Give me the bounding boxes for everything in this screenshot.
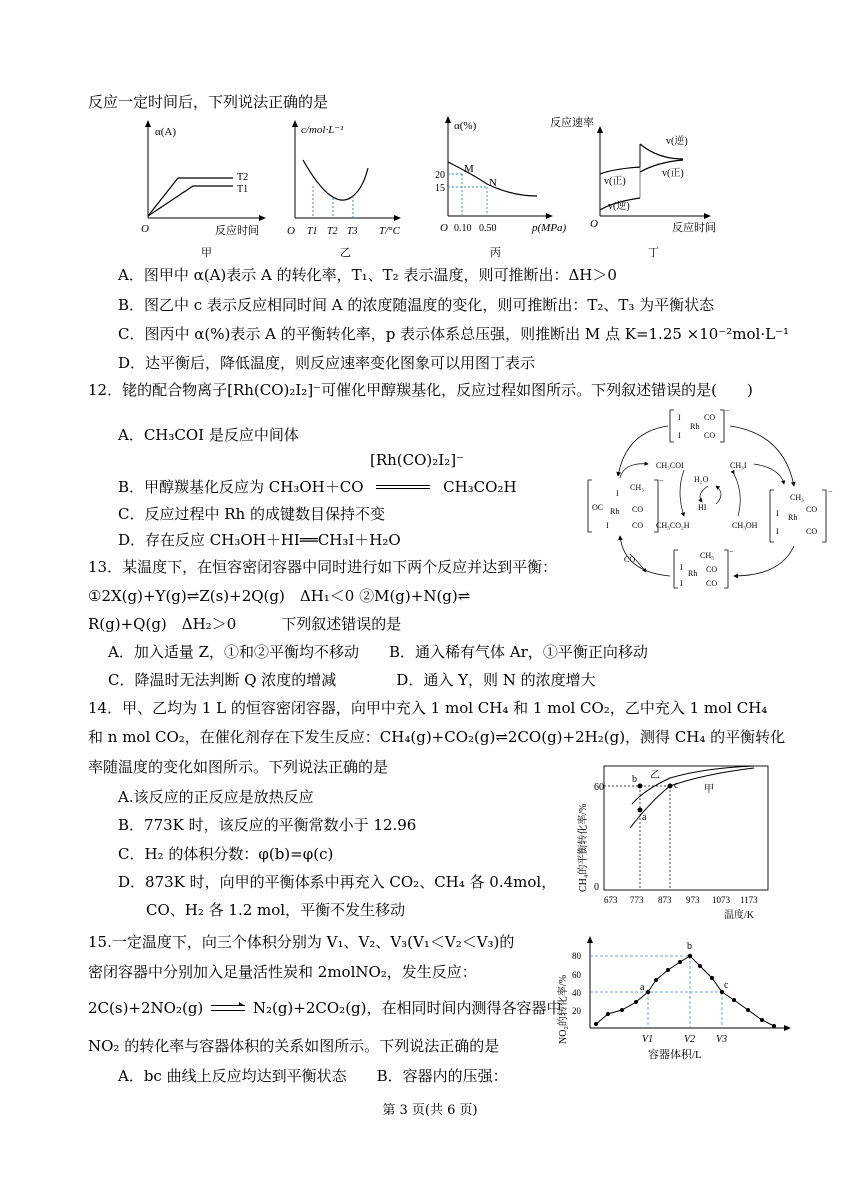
q14-option-d-2: CO、H₂ 各 1.2 mol，平衡不发生移动 xyxy=(146,901,406,919)
svg-text:80: 80 xyxy=(572,951,581,961)
svg-text:−: − xyxy=(659,476,664,485)
svg-text:b: b xyxy=(632,774,637,785)
q15-stem-3: 2C(s)+2NO₂(g) N₂(g)+2CO₂(g)，在相同时间内测得各容器中 xyxy=(88,999,562,1017)
svg-text:I: I xyxy=(678,431,681,440)
svg-text:15: 15 xyxy=(435,183,445,194)
svg-text:T1: T1 xyxy=(307,226,318,237)
q13-options-cd: C．降温时无法判断 Q 浓度的增减 D．通入 Y，则 N 的浓度增大 xyxy=(108,671,596,689)
svg-text:−: − xyxy=(725,406,730,415)
svg-text:40: 40 xyxy=(572,988,581,998)
svg-text:T1: T1 xyxy=(237,184,249,195)
svg-text:−: − xyxy=(729,547,734,556)
svg-text:CO: CO xyxy=(806,527,818,536)
svg-text:T2: T2 xyxy=(327,226,338,237)
q13-options-ab: A．加入适量 Z，①和②平衡均不移动 B．通入稀有气体 Ar，①平衡正向移动 xyxy=(108,643,648,661)
svg-text:0.10: 0.10 xyxy=(454,223,472,234)
svg-text:v(逆): v(逆) xyxy=(666,136,688,147)
svg-text:−: − xyxy=(828,487,833,496)
q12-option-a: A．CH₃COI 是反应中间体 xyxy=(118,426,299,444)
svg-text:N: N xyxy=(489,177,497,189)
svg-text:CO: CO xyxy=(624,555,636,564)
catalytic-cycle-diagram xyxy=(584,404,850,594)
svg-text:CO: CO xyxy=(632,521,644,530)
svg-text:O: O xyxy=(287,225,295,237)
q12-stem: 12．铑的配合物离子[Rh(CO)₂I₂]⁻可催化甲醇羰基化，反应过程如图所示。下列叙述错误的是( ) xyxy=(88,381,753,399)
svg-text:V2: V2 xyxy=(684,1034,696,1045)
q12-option-c: C．反应过程中 Rh 的成键数目保持不变 xyxy=(118,505,385,523)
svg-text:T/°C: T/°C xyxy=(379,225,400,237)
svg-text:I: I xyxy=(616,489,619,498)
svg-text:Rh: Rh xyxy=(788,513,798,522)
q14-option-c: C．H₂ 的体积分数：φ(b)=φ(c) xyxy=(118,845,334,863)
svg-text:v(正): v(正) xyxy=(662,168,684,179)
q15-options-ab: A．bc 曲线上反应均达到平衡状态 B．容器内的压强： xyxy=(118,1067,508,1085)
q14-option-a: A.该反应的正反应是放热反应 xyxy=(118,788,314,806)
svg-text:容器体积/L: 容器体积/L xyxy=(648,1049,702,1061)
svg-text:CH₃COI: CH₃COI xyxy=(656,461,684,470)
svg-text:c: c xyxy=(724,980,729,991)
svg-text:CO: CO xyxy=(704,431,716,440)
ch4-conversion-chart xyxy=(574,762,774,924)
svg-text:a: a xyxy=(640,982,645,993)
svg-text:乙: 乙 xyxy=(650,770,660,781)
svg-text:I: I xyxy=(776,527,779,536)
svg-text:c/mol·L⁻¹: c/mol·L⁻¹ xyxy=(301,124,344,136)
q13-stem: 13．某温度下，在恒容密闭容器中同时进行如下两个反应并达到平衡： xyxy=(88,558,558,576)
q13-reaction-2: R(g)+Q(g) ΔH₂＞0 下列叙述错误的是 xyxy=(88,615,402,633)
svg-text:丁: 丁 xyxy=(648,247,659,259)
q15-stem-4: NO₂ 的转化率与容器体积的关系如图所示。下列说法正确的是 xyxy=(88,1037,500,1055)
svg-text:H₂O: H₂O xyxy=(694,475,709,484)
svg-text:Rh: Rh xyxy=(690,422,700,431)
svg-text:α(A): α(A) xyxy=(155,126,177,138)
svg-text:c: c xyxy=(674,780,679,791)
svg-text:O: O xyxy=(440,222,448,234)
q11-option-b: B．图乙中 c 表示反应相同时间 A 的浓度随温度的变化，则可推断出：T₂、T₃ 为平衡状态 xyxy=(118,296,715,314)
svg-text:I: I xyxy=(678,413,681,422)
svg-text:I: I xyxy=(776,509,779,518)
q14-stem-3: 率随温度的变化如图所示。下列说法正确的是 xyxy=(88,758,389,776)
svg-text:甲: 甲 xyxy=(704,784,714,795)
figure-yi xyxy=(283,118,408,260)
svg-text:p(MPa): p(MPa) xyxy=(532,222,567,234)
svg-text:773: 773 xyxy=(630,895,644,905)
svg-text:CH₃OH: CH₃OH xyxy=(732,521,758,530)
svg-text:V1: V1 xyxy=(642,1034,654,1045)
svg-text:673: 673 xyxy=(604,895,618,905)
svg-text:T3: T3 xyxy=(347,226,358,237)
no2-conversion-chart xyxy=(552,934,792,1066)
svg-text:CH₃: CH₃ xyxy=(630,483,644,492)
svg-text:CO: CO xyxy=(706,565,718,574)
svg-text:CO: CO xyxy=(706,579,718,588)
svg-text:I: I xyxy=(680,563,683,572)
q15-stem-1: 15.一定温度下，向三个体积分别为 V₁、V₂、V₃(V₁＜V₂＜V₃)的 xyxy=(88,933,515,951)
intro-text: 反应一定时间后，下列说法正确的是 xyxy=(88,93,329,111)
svg-text:V3: V3 xyxy=(716,1034,728,1045)
q14-option-b: B．773K 时，该反应的平衡常数小于 12.96 xyxy=(118,816,417,834)
svg-text:0.50: 0.50 xyxy=(479,223,497,234)
svg-text:O: O xyxy=(590,218,598,230)
q14-stem-1: 14．甲、乙均为 1 L 的恒容密闭容器，向甲中充入 1 mol CH₄ 和 1 mol CO₂，乙中充入 1 mol CH₄ xyxy=(88,699,768,717)
q12-option-d: D．存在反应 CH₃OH＋HI══CH₃I＋H₂O xyxy=(118,531,401,549)
svg-text:Rh: Rh xyxy=(610,507,620,516)
figure-jia xyxy=(133,118,268,260)
svg-text:反应速率: 反应速率 xyxy=(550,117,594,129)
svg-text:HI: HI xyxy=(698,503,707,512)
svg-text:I: I xyxy=(680,579,683,588)
q13-reaction-1: ①2X(g)+Y(g)⇌Z(s)+2Q(g) ΔH₁＜0 ②M(g)+N(g)⇌ xyxy=(88,587,471,605)
svg-text:CH₄的平衡转化率/%: CH₄的平衡转化率/% xyxy=(578,803,589,892)
svg-text:973: 973 xyxy=(686,895,700,905)
svg-text:丙: 丙 xyxy=(490,247,501,259)
svg-text:CO: CO xyxy=(806,505,818,514)
svg-text:O: O xyxy=(141,223,149,235)
svg-text:反应时间: 反应时间 xyxy=(672,222,716,234)
svg-text:60: 60 xyxy=(594,782,604,793)
svg-text:温度/K: 温度/K xyxy=(724,910,754,921)
svg-text:Rh: Rh xyxy=(688,569,698,578)
page-footer: 第 3 页(共 6 页) xyxy=(382,1103,478,1118)
svg-text:α(%): α(%) xyxy=(454,120,477,132)
svg-text:乙: 乙 xyxy=(340,247,351,259)
svg-text:0: 0 xyxy=(594,882,599,893)
svg-text:M: M xyxy=(464,163,474,175)
q11-option-c: C．图丙中 α(%)表示 A 的平衡转化率，p 表示体系总压强，则推断出 M 点 K=1.25 ×10⁻²mol·L⁻¹ xyxy=(118,325,789,343)
q14-stem-2: 和 n mol CO₂，在催化剂存在下发生反应：CH₄(g)+CO₂(g)⇌2CO(g)+2H₂(g)，测得 CH₄ 的平衡转化 xyxy=(88,728,786,746)
svg-text:20: 20 xyxy=(572,1006,581,1016)
svg-text:b: b xyxy=(687,941,692,952)
svg-text:1073: 1073 xyxy=(712,895,730,905)
svg-text:v(逆): v(逆) xyxy=(608,201,630,212)
q15-stem-2: 密闭容器中分别加入足量活性炭和 2molNO₂，发生反应： xyxy=(88,963,477,981)
figure-ding xyxy=(550,114,718,260)
q12-option-b: B．甲醇羰基化反应为 CH₃OH＋CO CH₃CO₂H xyxy=(118,478,517,496)
svg-text:CH₃CO₂H: CH₃CO₂H xyxy=(656,521,690,530)
q11-option-d: D．达平衡后，降低温度，则反应速率变化图象可以用图丁表示 xyxy=(118,354,536,372)
svg-text:甲: 甲 xyxy=(201,247,212,259)
figure-bing xyxy=(432,114,572,260)
svg-text:CH₃: CH₃ xyxy=(700,551,714,560)
q12-center-label: [Rh(CO)₂I₂]⁻ xyxy=(370,451,465,469)
svg-text:60: 60 xyxy=(572,970,581,980)
svg-text:v(正): v(正) xyxy=(604,176,626,187)
q11-option-a: A．图甲中 α(A)表示 A 的转化率，T₁、T₂ 表示温度，则可推断出：ΔH＞0 xyxy=(118,266,617,284)
svg-text:反应时间: 反应时间 xyxy=(215,225,259,237)
svg-text:20: 20 xyxy=(435,170,445,181)
svg-text:a: a xyxy=(642,812,647,823)
svg-text:1173: 1173 xyxy=(740,895,758,905)
svg-text:OC: OC xyxy=(592,503,604,512)
svg-text:873: 873 xyxy=(658,895,672,905)
svg-text:CH₃: CH₃ xyxy=(790,493,804,502)
svg-text:CO: CO xyxy=(704,413,716,422)
q14-option-d-1: D．873K 时，向甲的平衡体系中再充入 CO₂、CH₄ 各 0.4mol， xyxy=(118,873,557,891)
svg-text:T2: T2 xyxy=(237,172,249,183)
svg-text:CH₃I: CH₃I xyxy=(730,461,747,470)
svg-text:CO: CO xyxy=(632,505,644,514)
svg-text:NO₂的转化率/%: NO₂的转化率/% xyxy=(558,974,569,1044)
svg-text:I: I xyxy=(606,521,609,530)
